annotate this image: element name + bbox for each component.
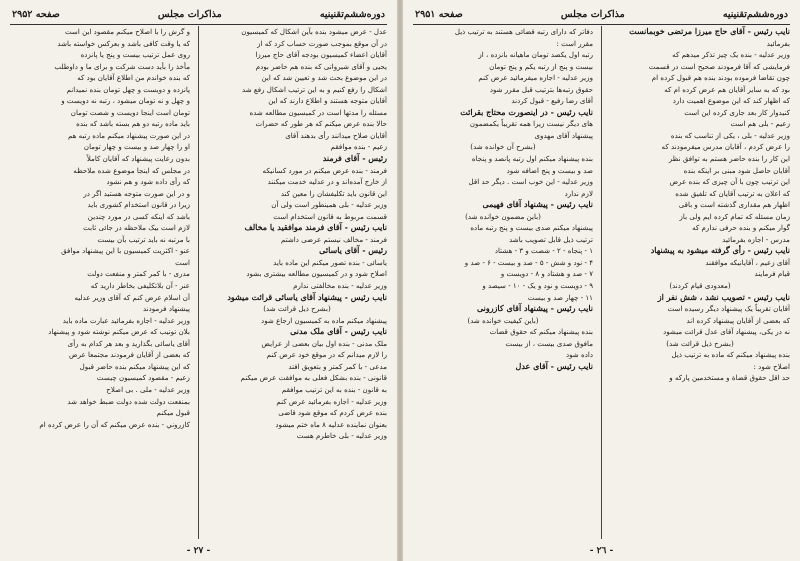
text-line: رئیس - آقای فرمند (322, 153, 387, 164)
text-line: صد و بیست و پنج اضافه شود (506, 165, 593, 175)
text-line: مأخذ را بأید دست شرکت و برای ما و داوطلب (54, 61, 190, 71)
text-line: در این موضوع بحث شد و تعیین شد که این (261, 73, 387, 83)
text-line: فرمایشی که آقا فرمودند صحیح است در قسمت (648, 61, 790, 71)
text-line: که اعلان به ترتیب آقایان که تلفیق شده (675, 188, 790, 198)
text-line: عدل - عرض میشود بنده بآین اشکال که کمیسیون (241, 27, 387, 36)
text-line: و در این صورت متوجه هستید اگر در (83, 188, 190, 198)
text-line: آقایان متوجه هستند و اطلاع دارند که این (268, 96, 387, 106)
text-line: آقایان تقریباً یک پیشنهاد دیگر رسیده است (667, 304, 790, 314)
text-line: حقوق رتبه‌ها بترتیب قبل مقرر شود (489, 84, 593, 94)
right-header-right-title: دوره‌ششم‌تقنینیه (722, 8, 788, 20)
text-line: بنده پیشنهاد میکنم اول رتبه پانصد و پنجاه (471, 154, 593, 164)
text-line: او را چهار صد و بیست و چهار تومان (83, 142, 190, 152)
right-page-number: - ٢٦ - (589, 546, 614, 556)
text-line: بفرمائید (766, 38, 790, 48)
text-line: در این صورت پیشنهاد میکنم ماده رتبه هم (67, 130, 190, 140)
column-rule (198, 26, 199, 539)
text-line: اشکال را رفع کنیم و به این ترتیب اشکال رفع شد (242, 84, 387, 94)
text-line: رتبه اول یکصد تومان ماهیانه بانزده ، از (478, 50, 593, 60)
text-line: بلان تونیب که عرض میکنم نوشته شود و پیشنهاد (48, 327, 190, 337)
text-line: زعیم - بلی هم است (730, 119, 790, 129)
right-page-columns (413, 26, 790, 539)
text-line: مقرر است : (556, 38, 593, 48)
text-line: وزیر عدلیه - بنده یک چیز تذکر میدهم که (672, 50, 790, 60)
text-line: ۱۱ - چهار صد و بیست (527, 292, 593, 302)
text-line: فرمند - مخالف نیستم عرضی داشتم (280, 234, 387, 244)
text-line: وزیر عدلیه - اجازه بفرمائید عرض کنم (276, 396, 387, 406)
text-line: مدعی - با کمر کمتر و بتعویق افتد (288, 361, 387, 371)
text-line: از خارج آمده‌اند و در عدلیه خدمت میکنند (267, 177, 387, 187)
left-page (0, 0, 397, 561)
text-line: که بعضی از آقایان پیشنهاد کرده اند (686, 315, 790, 325)
text-line: وزیر عدلیه - بلی ، یکی از تناسب که بنده (670, 130, 790, 140)
text-line: (بشرح آن خوانده شد) (470, 142, 536, 152)
text-line: زعیم - بنده موافقم (330, 142, 387, 152)
text-line: ملک مدنی - بنده اول بیان بعضی از عرایض (261, 338, 387, 348)
text-line: نایب رئیس - آقای ملک مدنی (290, 326, 387, 337)
text-line: پانزده و دویست و چهل تومان بنده نمیدانم (66, 84, 190, 94)
text-line: که بعضی از آقایان فرمودند مجتمعا عرض (69, 350, 190, 360)
text-line: مافوق صدی بیست ، از بیست (505, 338, 593, 348)
text-line: بعنوان نماینده عدلیه ۸ ماه ختم میشود (275, 419, 387, 429)
text-line: این قانون باید تکلیفشان را معین کند (280, 188, 387, 198)
text-line: بیست و پنج از رتبه یکم و پنج تومان (489, 61, 593, 71)
text-line: به قانون - بنده به این ترتیب موافقم (281, 384, 387, 394)
text-line: است (175, 257, 190, 267)
text-line: ۱ - پنجاه - ۲ - شصت و ۳ - هشتاد (494, 246, 593, 256)
text-line: زمان مسئله که تمام کرده ایم ولی باز (679, 211, 790, 221)
text-line: بود که به سایر آقایان هم عرض کرده ام که (664, 84, 790, 94)
text-line: نایب رئیس - پیشنهاد آقای کازرونی (476, 303, 593, 314)
left-header-center-title: مذاکرات مجلس (157, 8, 222, 20)
text-line: و چهل و نه تومان میشود ، رتبه نه دویست و (61, 96, 190, 106)
text-line: روی عمل ترتیب بیست و پنج یا پانزده (80, 50, 190, 60)
text-line: آقایان صلاح میدانند رأی بدهند آقای (285, 130, 387, 140)
text-line: فرمند - بنده عرض میکنم در مورد کسانیکه (262, 165, 387, 175)
text-line: پیشنهاد میکنم صدی بیست و پنج رتبه ماده (470, 223, 593, 233)
text-line: حالا بنده عرض میکنم که هر طور که حضرات (255, 119, 387, 129)
text-line: آقای زعیم ، آقایانیکه موافقند (705, 257, 790, 267)
left-page-right-column (207, 26, 387, 539)
text-line: ۴ - نود و شش - ۵ - صد و بیست - ۶ - صد و (464, 257, 593, 267)
text-line: در مجلس که اینجا موضوع شده ملاحظه (73, 165, 190, 175)
right-header-center-title: مذاکرات مجلس (560, 8, 625, 20)
left-header-right-title: دوره‌ششم‌تقنینیه (319, 8, 385, 20)
text-line: مسئله را مدتها است در کمیسیون مطالعه شده (249, 107, 387, 117)
text-line: که رأی داده شود و هم نشود (106, 177, 190, 187)
text-line: اصلاح شود و در کمیسیون مطالعه بیشتری بشود (246, 269, 387, 279)
text-line: نایب رئیس - آقای حاج میرزا مرتضی خوبمانست (629, 26, 790, 36)
text-line: این ترتیب چون با آن چیزی که بنده عرض (669, 177, 790, 187)
text-line: آقای یاسائی بگذارید و بعد هر کدام به رأی (67, 338, 190, 348)
text-line: مدرس - اجازه بفرمائید (722, 234, 790, 244)
right-header-page-label: صفحه ۲۹۵۱ (415, 8, 463, 20)
text-line: پیشنهاد میکنم ماده به کمیسیون ارجاع شود (261, 315, 387, 325)
text-line: آقای رضا رفیع - قبول کردند (511, 96, 593, 106)
left-page-columns (10, 26, 387, 539)
text-line: باید ماده رتبه دو هم بسته باشد که بنده (76, 119, 190, 129)
text-line: وزیر عدلیه - بنده مخالفتی ندارم (293, 281, 387, 291)
text-line: بنده پیشنهاد میکنم که ماده به ترتیب ذیل (671, 350, 790, 360)
text-line: لازم است بیک ملاحظه در جائی ثابت (83, 223, 190, 233)
text-line: بنده پیشنهاد میکنم که حقوق قضات (489, 327, 593, 337)
text-line: وزیر عدلیه - بلی همینطور است ولی آن (271, 200, 387, 210)
right-page-left-column (413, 26, 593, 539)
text-line: که این پیشنهاد میکنم بنده حاضر قبول (79, 361, 190, 371)
text-line: زیرا در قانون استخدام کشوری باید (87, 200, 190, 210)
text-line: داده شود (565, 350, 593, 360)
text-line: ۷ - صد و هشتاد و ۸ - دویست و (500, 269, 593, 279)
text-line: اصلاح شود : (753, 361, 790, 371)
text-line: باشد که اینکه کسی در مورد چندین (87, 211, 190, 221)
text-line: یحیی و آقای شیروانی که بنده هم حاضر بودم (255, 61, 387, 71)
text-line: و گرش را با اصلاح میکنم مقصود این است (64, 27, 190, 36)
text-line: عنو - اکثریت کمیسیون با این پیشنهاد موافق (61, 246, 190, 256)
text-line: نایب رئیس - آقای فرمند موافقید یا مخالف (244, 222, 387, 233)
left-header-page-label: صفحه ۲۹۵۲ (12, 8, 60, 20)
text-line: ترتیب ذیل قابل تصویب باشد (509, 234, 593, 244)
text-line: پیشنهاد فرمودند (142, 304, 190, 314)
right-page (403, 0, 800, 561)
text-line: (بشرح ذیل قرائت شد) (263, 304, 331, 314)
text-line: وزیر عدلیه - این خوب است . دیگر حد اقل (468, 177, 593, 187)
text-line: (بشرح ذیل قرائت شد) (666, 338, 734, 348)
text-line: بمنفعت دولت شده دولت ضبط خواهد شد (67, 396, 190, 406)
text-line: وزیر عدلیه - بلی خاطرم هست (296, 431, 387, 441)
text-line: بنده عرض کردم که موقع شود قاضی (278, 408, 387, 418)
text-line: قانونی - بنده بشکل فعلی به موافقت عرض میکنم (240, 373, 387, 383)
text-line: نایب رئیس - در اینصورت محتاج بقرائت (460, 106, 593, 117)
text-line: بدون رعایت پیشنهاد که آقایان کاملاً (86, 154, 190, 164)
text-line: تومان است اینجا دویست و شصت تومان (70, 107, 190, 117)
text-line: آن اسلام عرض کنم که آقای وزیر عدلیه (74, 292, 190, 302)
text-line: وزیر عدلیه - اجازه میفرمائید عرض کنم (478, 73, 593, 83)
text-line: که یا وقت کافی باشد و بعرکس خواسته باشد (57, 38, 190, 48)
text-line: چون تقاضا فرموده بودند بنده هم قبول کرده ام (651, 73, 790, 83)
text-line: مدری - با کمر کمتر و منفعت دولت (87, 269, 190, 279)
text-line: پیشنهاد آقای مهدوی (534, 130, 593, 140)
right-page-right-column (610, 26, 790, 539)
text-line: که اظهار کند که این موضوع اهمیت دارد (672, 96, 790, 106)
text-line: وزیر عدلیه - ملی . بی اصلاح (106, 384, 190, 394)
text-line: زعیم - مقصود کمیسیون چیست (96, 373, 190, 383)
text-line: آقایان اعضاء کمیسیون بودجه آقای حاج میرزا (255, 50, 387, 60)
text-line: آقایان حاصل شود مبنی بر اینکه بنده (683, 165, 790, 175)
text-line: این کار را بنده حاضر هستم به توافق نظر (668, 154, 790, 164)
text-line: لازم ندارد (564, 188, 593, 198)
text-line: های دیگر نیست زیرا همه تقریباً یکمضمون (469, 119, 593, 129)
text-line: وزیر عدلیه - اجازه بفرمائید عبارت ماده باید (62, 315, 190, 325)
text-line: کازروني - بنده عرض میکنم که آن را عرض کرده ام (39, 419, 190, 429)
text-line: نایب رئیس - رأی گرفته میشود به پیشنهاد (650, 245, 790, 256)
text-line: (باین کیفیت خوانده شد) (467, 315, 539, 325)
text-line: نه در یکی، پیشنهاد آقای عدل قرائت میشود (663, 327, 790, 337)
text-line: نایب رئیس - تصویب نشد ، شش نفر از (657, 291, 790, 302)
text-line: یاسائی - بنده تصور میکنم این ماده باید (273, 257, 387, 267)
text-line: (باین مضمون خوانده شد) (465, 211, 541, 221)
text-line: دفاتر که دارای رتبه قضائی هستند به ترتیب ذیل (454, 27, 593, 36)
left-page-left-column (10, 26, 190, 539)
text-line: نایب رئیس - پیشنهاد آقای فهیمی (482, 199, 593, 210)
text-line: رئیس - آقای یاسائی (319, 245, 387, 256)
text-line: با مرتبه نه باید ترتیب بآن بیست (97, 234, 190, 244)
text-line: در آن موقع بموجب صورت حساب کرد که از (257, 38, 387, 48)
column-rule (601, 26, 602, 539)
right-page-header (413, 6, 790, 25)
text-line: حد اقل حقوق قضاة و مستخدمین پارکه و (669, 373, 790, 383)
text-line: نایب رئیس - پیشنهاد آقای یاسائی قرائت میشود (227, 291, 387, 302)
text-line: را عرض کردم ، آقایان مدرس میفرمودند که (661, 142, 790, 152)
text-line: کنیدوار کار بعد جاری کرده این است (684, 107, 790, 117)
text-line: (معدودی قیام کردند) (669, 281, 731, 291)
left-page-header (10, 6, 387, 25)
left-page-number: - ٢٧ - (186, 546, 211, 556)
text-line: قیام فرمایند (754, 269, 790, 279)
text-line: قسمت مربوط به قانون استخدام است (273, 211, 387, 221)
text-line: اظهار هم مقداری گذشته است و باقی (678, 200, 790, 210)
text-line: گوار میکنم و بنده حرفی ندارم که (692, 223, 790, 233)
text-line: که بنده خواندم من اطلاع آقایان بود که (77, 73, 190, 83)
text-line: قبول میکنم (156, 408, 190, 418)
text-line: نایب رئیس - آقای عدل (515, 360, 593, 371)
text-line: را لازم میدانم که در موقع خود عرض کنم (266, 350, 387, 360)
text-line: عنر - آن بلاتکلیفی بخاطر دارید که (90, 281, 190, 291)
text-line: ۹ - دویست و نود و یک - ۱۰ - سیصد و (482, 281, 593, 291)
